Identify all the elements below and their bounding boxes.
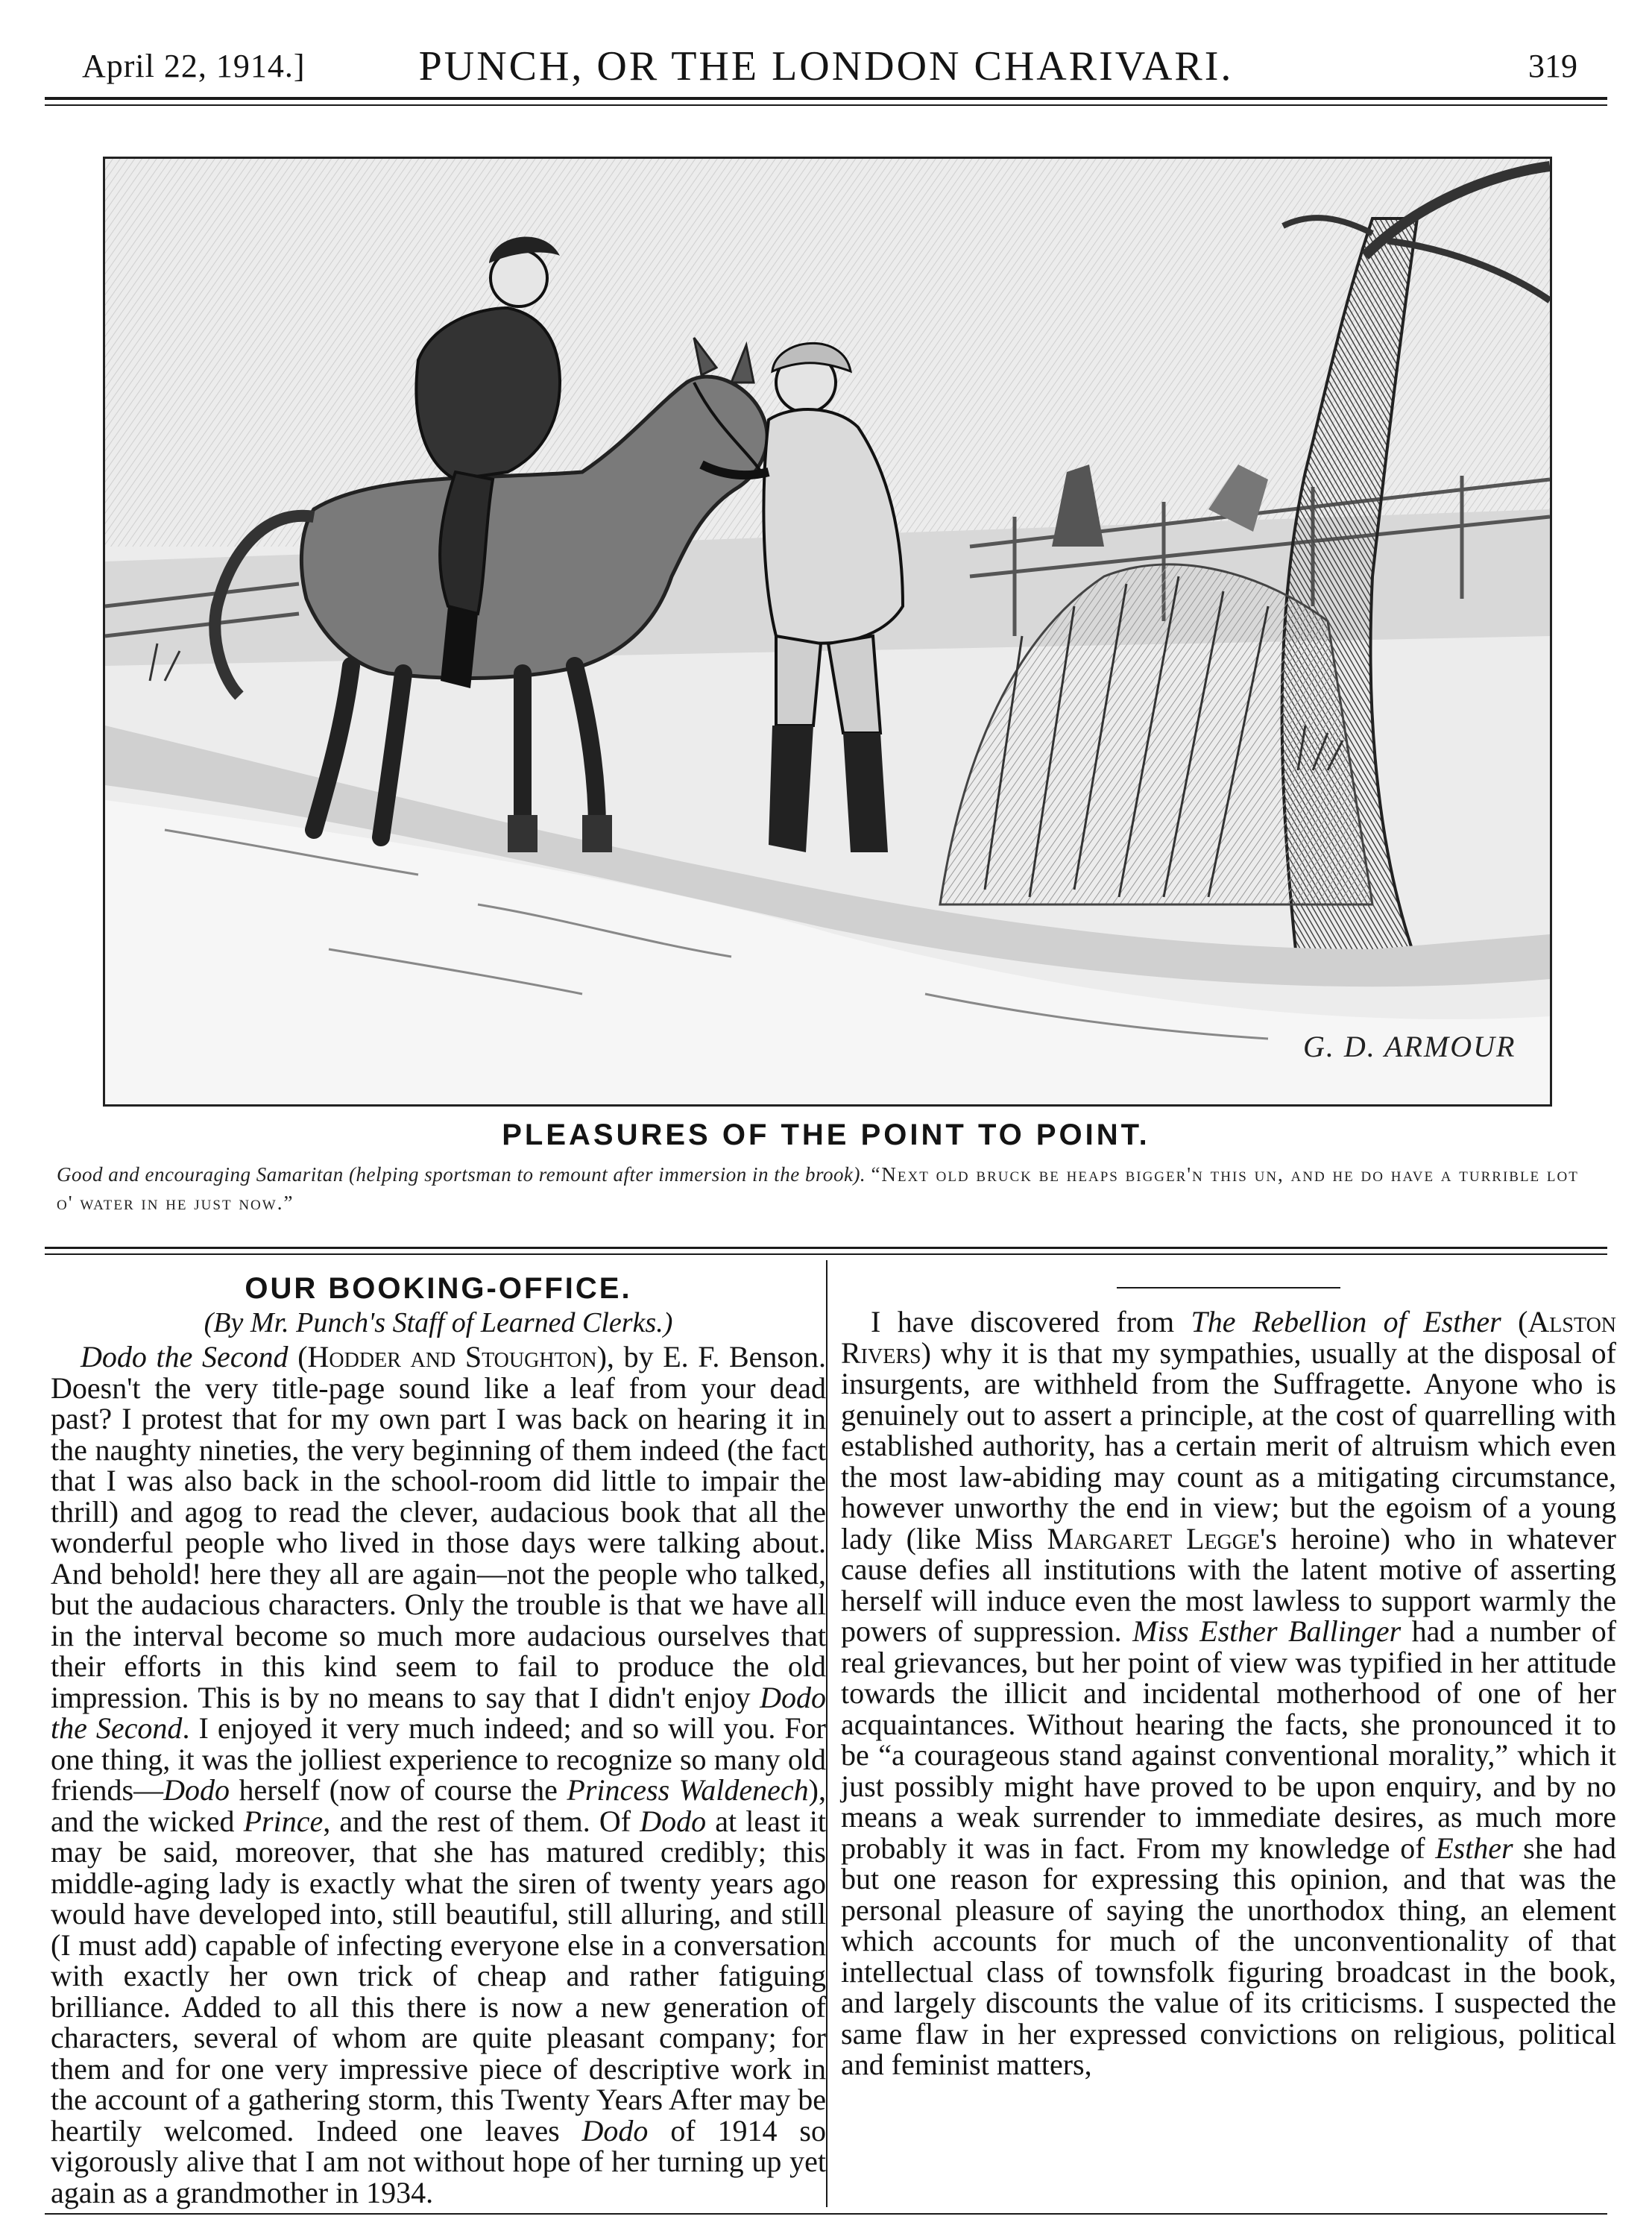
- page-number: 319: [1528, 48, 1577, 84]
- publication-title: PUNCH, OR THE LONDON CHARIVARI.: [418, 43, 1234, 89]
- cartoon-title: PLEASURES OF THE POINT TO POINT.: [502, 1118, 1150, 1151]
- cartoon-caption: [57, 1160, 1588, 1217]
- article-column-right: [841, 1268, 1616, 2080]
- cartoon-drawing: [105, 159, 1550, 1104]
- review-text: why it is that my sympathies, usually at the disposal of insurgents, are withheld from the Suffragette. Anyone who is genuinely out to assert a principle, at the cost of quarrelling with established authority, has a certain merit of altruism which even the most law-abiding may count as a mitigating circumstance, however unworthy the end in view; but the egoism of a young lady (like Miss: [841, 1335, 1616, 1555]
- section-rule-top: [45, 1247, 1607, 1249]
- review-text: at least it may be said, moreover, that she has matured credibly; this middle-aging lady is exactly what the siren of twenty years ago would have developed into, still beautiful, still alluring, and still (I must add) capable of infecting everyone else in a conversation with exactly her own trick of cheap and rather fatiguing brilliance. Added to all this there is now a new generation of characters, several of whom are quite pleasant company; for them and for one very impressive piece of descriptive work in the account of a gathering storm, this Twenty Years After may be heartily welcomed. Indeed one leaves: [51, 1804, 826, 2147]
- header-rule-top: [45, 97, 1607, 100]
- issue-date: April 22, 1914.]: [82, 48, 306, 84]
- character-name: Esther: [1435, 1831, 1513, 1865]
- section-rule-bottom: [45, 1253, 1607, 1255]
- book-title-dodo-2: Dodo the Second: [51, 1680, 826, 1745]
- review-paragraph-dodo: [51, 1341, 826, 2208]
- character-name: Miss Esther Ballinger: [1132, 1614, 1402, 1648]
- review-text: 's heroine) who in whatever cause defies all institutions with the latent motive of asserting herself will induce even the most lawless to support warmly the powers of suppression.: [841, 1521, 1616, 1648]
- book-title-dodo: Dodo the Second: [81, 1340, 289, 1373]
- caption-speech: “Next old bruck be heaps bigger'n this un, and he do have a turrible lot o' water in he just now.”: [57, 1163, 1579, 1214]
- article-column-left: [51, 1268, 826, 2208]
- cartoon-illustration: [103, 157, 1552, 1107]
- review-text: , and the rest of them. Of: [323, 1804, 640, 1838]
- review-text: . I enjoyed it very much indeed; and so will you. For one thing, it was the jolliest experience to recognize so many old friends—: [51, 1711, 826, 1807]
- paragraph-divider: [1117, 1287, 1340, 1288]
- character-name: Prince: [243, 1804, 324, 1838]
- review-text: ), and the wicked: [51, 1773, 826, 1838]
- caption-description: Good and encouraging Samaritan (helping sportsman to remount after immersion in the brook).: [57, 1163, 866, 1186]
- review-text: I have discovered from: [871, 1305, 1191, 1338]
- review-text: , by E. F. Benson. Doesn't the very title-page sound like a leaf from your dead past? I protest that for my own part I was back on hearing it in the naughty nineties, the very beginning of them indeed (the fact that I was also back in the school-room did little to impair the thrill) and agog to read the clever, audacious book that all the wonderful people who lived in those days were talking about. And behold! here they all are again—not the people who talked, but the audacious characters. Only the trouble is that we have all in the interval become so much more audacious ourselves that their efforts in this kind seem to fail to produce the old impression. This is by no means to say that I didn't enjoy: [51, 1340, 826, 1714]
- review-paragraph-esther: [841, 1306, 1616, 2080]
- character-name: Princess Waldenech: [567, 1773, 809, 1807]
- review-text: she had but one reason for expressing this opinion, and that was the personal pleasure of saying the unorthodox thing, an element which accounts for much of the unconventionality of that intellectual class of townsfolk figuring broadcast in the book, and largely discounts the value of its criticisms. I suspected the same flaw in her expressed convictions on religious, political and feminist matters,: [841, 1831, 1617, 2081]
- character-name: Dodo: [640, 1804, 707, 1838]
- article-byline: (By Mr. Punch's Staff of Learned Clerks.): [204, 1306, 673, 1338]
- author-name: Margaret Legge: [1047, 1521, 1261, 1555]
- review-text: herself (now of course the: [229, 1773, 567, 1807]
- column-divider: [826, 1260, 827, 2207]
- page-bottom-rule: [45, 2213, 1607, 2215]
- character-name: Dodo: [581, 2113, 649, 2147]
- character-name: Dodo: [163, 1773, 230, 1807]
- review-text: of 1914 so vigorously alive that I am not without hope of her turning up yet again as a grandmother in 1934.: [51, 2113, 826, 2209]
- article-title: OUR BOOKING-OFFICE.: [245, 1272, 632, 1305]
- review-text: had a number of real grievances, but her point of view was typified in her attitude towards the illicit and incidental motherhood of one of her acquaintances. Without hearing the facts, she pronounced it to be “a courageous stand against conventional morality,” which it just possibly might have proved to be upon enquiry, and by no means a weak surrender to immediate desires, as much more probably it was in fact. From my knowledge of: [841, 1614, 1617, 1865]
- book-title-esther: The Rebellion of Esther: [1191, 1305, 1501, 1338]
- publisher-hodder: (Hodder and Stoughton): [297, 1340, 607, 1373]
- publisher-alston: (Alston Rivers): [841, 1305, 1617, 1370]
- header-rule-bottom: [45, 104, 1607, 106]
- artist-signature: G. D. ARMOUR: [1303, 1030, 1516, 1063]
